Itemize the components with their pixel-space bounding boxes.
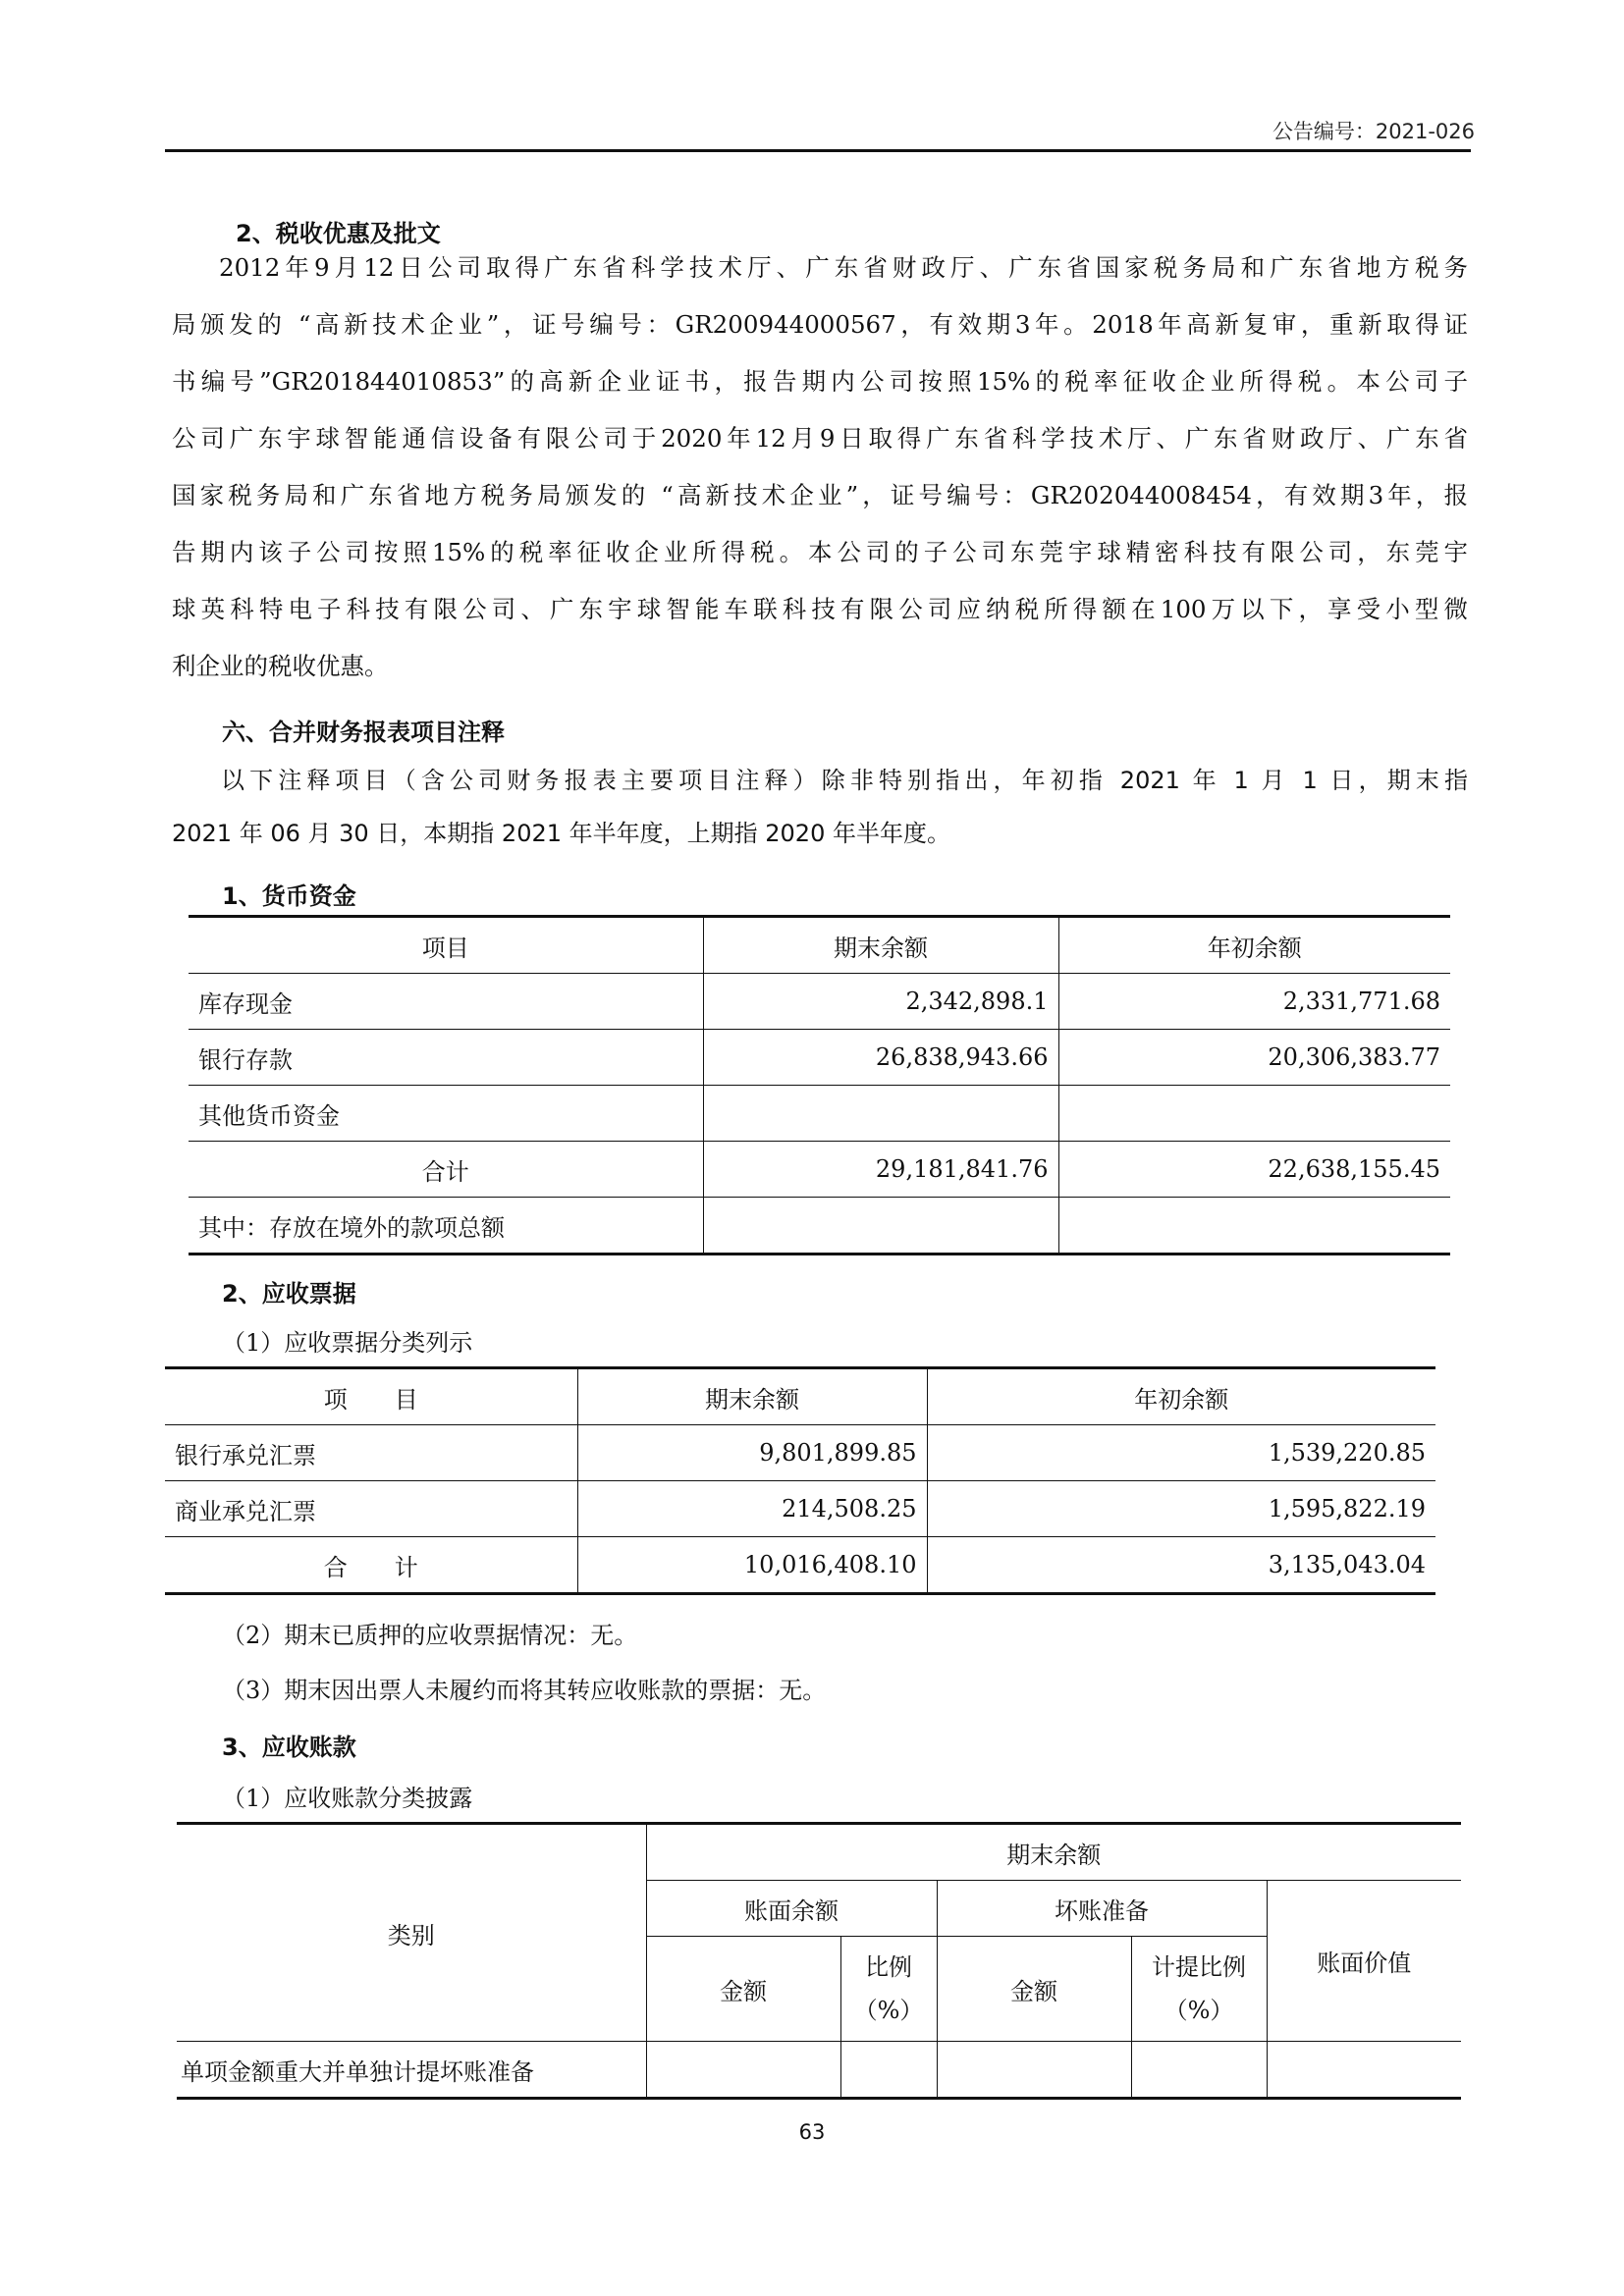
notes-sub1: （1）应收票据分类列示 bbox=[222, 1329, 473, 1357]
notes-sub2: （2）期末已质押的应收票据情况：无。 bbox=[222, 1622, 638, 1649]
notes-header-item: 项 目 bbox=[323, 1385, 418, 1414]
tax-paragraph bbox=[172, 240, 1468, 695]
notes-row-end: 9,801,899.85 bbox=[577, 1425, 927, 1481]
cash-row-end: 26,838,943.66 bbox=[703, 1030, 1058, 1086]
cash-row-label: 其他货币资金 bbox=[198, 1101, 340, 1130]
ar-row-cell bbox=[646, 2042, 840, 2099]
ar-row-cell bbox=[1267, 2042, 1461, 2099]
ar-header-ratio bbox=[840, 1937, 937, 2042]
notes-row-label: 商业承兑汇票 bbox=[175, 1497, 316, 1525]
tax-heading: 2、税收优惠及批文 bbox=[236, 220, 441, 247]
tax-line: 局颁发的 “高新技术企业”，证号编号：GR200944000567，有效期3年。2018年高新复审，重新取得证 bbox=[172, 310, 1468, 339]
ar-header-prov-ratio bbox=[1131, 1937, 1267, 2042]
cash-row-begin: 22,638,155.45 bbox=[1058, 1142, 1450, 1198]
ar-header-book-value: 账面价值 bbox=[1267, 1881, 1461, 2042]
notes-header-end: 期末余额 bbox=[577, 1368, 927, 1425]
ar-header-ratio-line1: 比例 bbox=[865, 1953, 912, 1981]
table-row bbox=[189, 974, 1450, 1030]
cash-row-end bbox=[703, 1086, 1058, 1142]
ar-row-cell bbox=[840, 2042, 937, 2099]
ar-header-amount: 金额 bbox=[646, 1937, 840, 2042]
notes-row-end: 10,016,408.10 bbox=[577, 1537, 927, 1594]
notes-row-end: 214,508.25 bbox=[577, 1481, 927, 1537]
notes-sub3: （3）期末因出票人未履约而将其转应收账款的票据：无。 bbox=[222, 1677, 827, 1704]
notes-table bbox=[165, 1366, 1435, 1595]
notes-row-begin: 1,539,220.85 bbox=[927, 1425, 1435, 1481]
ar-table bbox=[177, 1822, 1461, 2100]
cash-row-end: 29,181,841.76 bbox=[703, 1142, 1058, 1198]
cash-row-begin bbox=[1058, 1198, 1450, 1255]
cash-heading: 1、货币资金 bbox=[222, 882, 356, 910]
page-number: 63 bbox=[798, 2120, 826, 2144]
tax-line: 书编号”GR201844010853”的高新企业证书，报告期内公司按照15%的税率征收企业所得税。本公司子 bbox=[172, 367, 1468, 396]
cash-table bbox=[189, 915, 1450, 1255]
table-row bbox=[189, 1086, 1450, 1142]
ar-heading: 3、应收账款 bbox=[222, 1734, 356, 1761]
notes-row-begin: 3,135,043.04 bbox=[927, 1537, 1435, 1594]
cash-row-label: 其中：存放在境外的款项总额 bbox=[198, 1213, 505, 1242]
table-row bbox=[189, 1030, 1450, 1086]
section6-paragraph bbox=[172, 754, 1468, 860]
ar-header-prov-ratio-line1: 计提比例 bbox=[1152, 1953, 1246, 1981]
table-row bbox=[189, 1198, 1450, 1255]
section6-line: 2021 年 06 月 30 日，本期指 2021 年半年度，上期指 2020 年半年度。 bbox=[172, 820, 950, 847]
cash-row-end bbox=[703, 1198, 1058, 1255]
ar-header-period-end: 期末余额 bbox=[646, 1824, 1461, 1881]
cash-row-begin: 2,331,771.68 bbox=[1058, 974, 1450, 1030]
ar-row-cell bbox=[937, 2042, 1131, 2099]
notes-row-label: 银行承兑汇票 bbox=[175, 1441, 316, 1469]
tax-line: 告期内该子公司按照15%的税率征收企业所得税。本公司的子公司东莞宇球精密科技有限公司，东莞宇 bbox=[172, 538, 1468, 566]
ar-sub1: （1）应收账款分类披露 bbox=[222, 1785, 473, 1812]
cash-row-label: 银行存款 bbox=[198, 1045, 293, 1074]
cash-row-label: 库存现金 bbox=[198, 989, 293, 1018]
table-row bbox=[177, 2042, 1461, 2099]
tax-line: 利企业的税收优惠。 bbox=[172, 652, 389, 680]
ar-header-bad-debt: 坏账准备 bbox=[937, 1881, 1267, 1937]
table-row bbox=[165, 1481, 1435, 1537]
ar-header-prov-ratio-line2: （%） bbox=[1164, 1997, 1234, 2024]
notes-row-begin: 1,595,822.19 bbox=[927, 1481, 1435, 1537]
cash-header-begin: 年初余额 bbox=[1058, 917, 1450, 974]
notes-header-begin: 年初余额 bbox=[927, 1368, 1435, 1425]
header-divider bbox=[165, 149, 1471, 152]
ar-row-label: 单项金额重大并单独计提坏账准备 bbox=[181, 2057, 534, 2086]
cash-row-begin: 20,306,383.77 bbox=[1058, 1030, 1450, 1086]
notes-row-label: 合 计 bbox=[323, 1553, 418, 1581]
section6-line: 以下注释项目（含公司财务报表主要项目注释）除非特别指出，年初指 2021 年 1 月 1 日，期末指 bbox=[221, 767, 1468, 794]
table-row bbox=[165, 1425, 1435, 1481]
ar-header-category: 类别 bbox=[387, 1921, 435, 1949]
notes-heading: 2、应收票据 bbox=[222, 1280, 356, 1308]
table-row bbox=[189, 1142, 1450, 1198]
cash-row-begin bbox=[1058, 1086, 1450, 1142]
table-row bbox=[165, 1537, 1435, 1594]
tax-line: 2012年9月12日公司取得广东省科学技术厅、广东省财政厅、广东省国家税务局和广东省地方税务 bbox=[219, 253, 1468, 282]
ar-header-ratio-line2: （%） bbox=[853, 1997, 924, 2024]
ar-header-amount2: 金额 bbox=[937, 1937, 1131, 2042]
cash-header-item: 项目 bbox=[421, 934, 469, 962]
cash-row-label: 合计 bbox=[421, 1157, 469, 1186]
cash-header-end: 期末余额 bbox=[703, 917, 1058, 974]
tax-line: 球英科特电子科技有限公司、广东宇球智能车联科技有限公司应纳税所得额在100万以下，享受小型微 bbox=[172, 595, 1468, 623]
tax-line: 公司广东宇球智能通信设备有限公司于2020年12月9日取得广东省科学技术厅、广东省财政厅、广东省 bbox=[172, 424, 1468, 453]
tax-line: 国家税务局和广东省地方税务局颁发的 “高新技术企业”，证号编号：GR202044008454，有效期3年，报 bbox=[172, 481, 1468, 509]
ar-row-cell bbox=[1131, 2042, 1267, 2099]
announcement-code: 公告编号：2021-026 bbox=[1272, 120, 1475, 143]
section6-heading: 六、合并财务报表项目注释 bbox=[222, 719, 505, 746]
ar-header-book-balance: 账面余额 bbox=[646, 1881, 937, 1937]
cash-row-end: 2,342,898.1 bbox=[703, 974, 1058, 1030]
